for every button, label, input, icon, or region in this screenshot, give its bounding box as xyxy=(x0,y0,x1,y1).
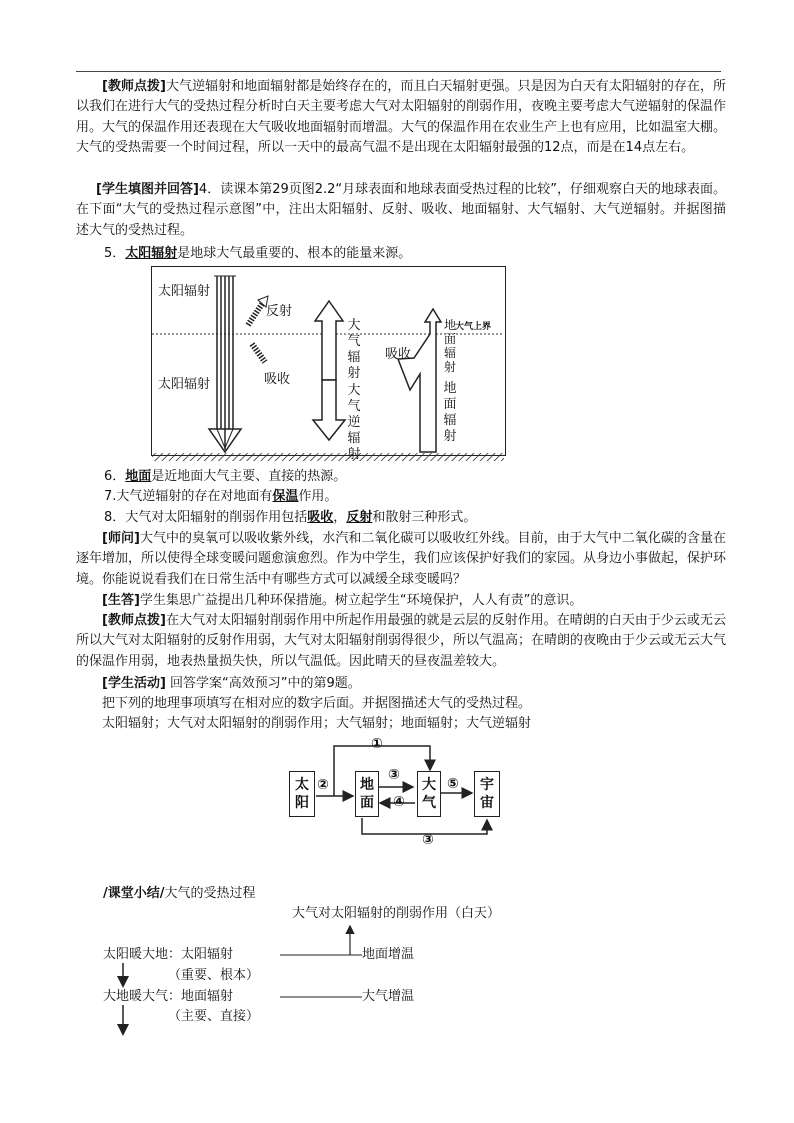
tag: [生答] xyxy=(102,593,140,608)
label-atmospheric-back-radiation: 大气逆辐射 xyxy=(347,383,361,462)
question-7: 7.大气逆辐射的存在对地面有保温作用。 xyxy=(104,489,338,504)
summary-row1-left: 太阳暖大地：太阳辐射 xyxy=(103,947,234,962)
answer: 保温 xyxy=(272,489,299,504)
flow-number-3b: ③ xyxy=(422,832,434,848)
flow-number-2: ② xyxy=(317,777,329,793)
tag: [学生活动] xyxy=(102,676,166,691)
flow-number-5: ⑤ xyxy=(447,776,459,792)
label-upper-atmosphere: 大气上界 xyxy=(455,322,492,332)
label-reflection: 反射 xyxy=(266,304,293,319)
summary-row1-right: 地面增温 xyxy=(362,947,415,962)
answer: 地面 xyxy=(125,469,152,484)
summary-title: /课堂小结/大气的受热过程 xyxy=(103,886,256,901)
text: 大气逆辐射和地面辐射都是始终存在的，而且白天辐射更强。只是因为白天有太阳辐射的存在，所以我们在进行大气的受热过程分析时白天主要考虑大气对太阳辐射的削弱作用，夜晚主要考虑大气逆辐射的保温作用。大气的保温作用还表现在大气吸收地面辐射而增温。大气的保温作用在农业生产上也有应用，比如温室大棚。大气的受热需要一个时间过程，所以一天中的最高气温不是出现在太阳辐射最强的12点，而是在14点左右。 xyxy=(76,79,727,155)
instruction-line: 把下列的地理事项填写在相对应的数字后面。并据图描述大气的受热过程。 xyxy=(102,696,532,711)
summary-row2-left: 大地暖大气：地面辐射 xyxy=(103,989,234,1004)
flow-box-atmosphere: 大 气 xyxy=(417,771,441,817)
answer: 太阳辐射 xyxy=(125,246,178,261)
summary-row2-note: （主要、直接） xyxy=(168,1009,260,1024)
label-absorption-1: 吸收 xyxy=(264,372,291,387)
answer-1: 吸收 xyxy=(307,510,334,525)
answer-2: 反射 xyxy=(346,510,373,525)
flow-number-3: ③ xyxy=(388,767,400,783)
flow-box-ground: 地 面 xyxy=(355,771,379,817)
flow-number-4: ④ xyxy=(393,794,405,810)
label-ground-radiation-bottom: 地面辐射 xyxy=(443,381,457,444)
label-solar-radiation-top: 太阳辐射 xyxy=(158,284,211,299)
tag: [教师点拨] xyxy=(102,79,166,94)
summary-row2-right: 大气增温 xyxy=(362,989,415,1004)
label-solar-radiation-bottom: 太阳辐射 xyxy=(158,377,211,392)
text: 大气中的臭氧可以吸收紫外线，水汽和二氧化碳可以吸收红外线。目前，由于大气中二氧化碳的含量在逐年增加，所以使得全球变暖问题愈演愈烈。作为中学生，我们应该保护好我们的家园。从身边小事做起，保护环境。你能说说看我们在日常生活中有哪些方式可以减缓全球变暖吗？ xyxy=(76,531,727,587)
question-5: 5．太阳辐射是地球大气最重要的、根本的能量来源。 xyxy=(104,246,412,261)
question-6: 6．地面是近地面大气主要、直接的热源。 xyxy=(104,469,347,484)
flow-number-1: ① xyxy=(371,736,383,752)
label-atmospheric-radiation: 大气辐射 xyxy=(347,318,361,381)
tag: [学生填图并回答] xyxy=(96,182,199,197)
label-ground-radiation-top: 地面辐射 xyxy=(443,318,456,374)
summary-row1-note: （重要、根本） xyxy=(168,968,260,983)
student-activity-line: [学生活动] 回答学案“高效预习”中的第9题。 xyxy=(102,676,361,691)
text: 在大气对太阳辐射削弱作用中所起作用最强的就是云层的反射作用。在晴朗的白天由于少云或无云所以大气对太阳辐射的反射作用弱，大气对太阳辐射削弱得很少，所以气温高；在晴朗的夜晚由于少云或无云大气的保温作用弱，地表热量损失快，所以气温低。因此晴天的昼夜温差较大。 xyxy=(76,613,727,669)
tag: [教师点拨] xyxy=(102,613,166,628)
text: 4．读课本第29页图2.2“月球表面和地球表面受热过程的比较”，仔细观察白天的地球表面。在下面“大气的受热过程示意图”中，注出太阳辐射、反射、吸收、地面辐射、大气辐射、大气逆辐射。并据图描述大气的受热过程。 xyxy=(76,182,726,238)
summary-weakening: 大气对太阳辐射的削弱作用（白天） xyxy=(292,906,501,921)
tag: [师问] xyxy=(102,531,140,546)
text: 学生集思广益提出几种环保措施。树立起学生“环境保护，人人有责”的意识。 xyxy=(139,593,583,608)
label-absorption-2: 吸收 xyxy=(385,347,412,362)
flow-box-sun: 太 阳 xyxy=(289,771,315,817)
terms-line: 太阳辐射；大气对太阳辐射的削弱作用；大气辐射；地面辐射；大气逆辐射 xyxy=(102,716,532,731)
flow-box-space: 宇 宙 xyxy=(474,771,500,817)
question-8: 8．大气对太阳辐射的削弱作用包括吸收，反射和散射三种形式。 xyxy=(104,510,477,525)
